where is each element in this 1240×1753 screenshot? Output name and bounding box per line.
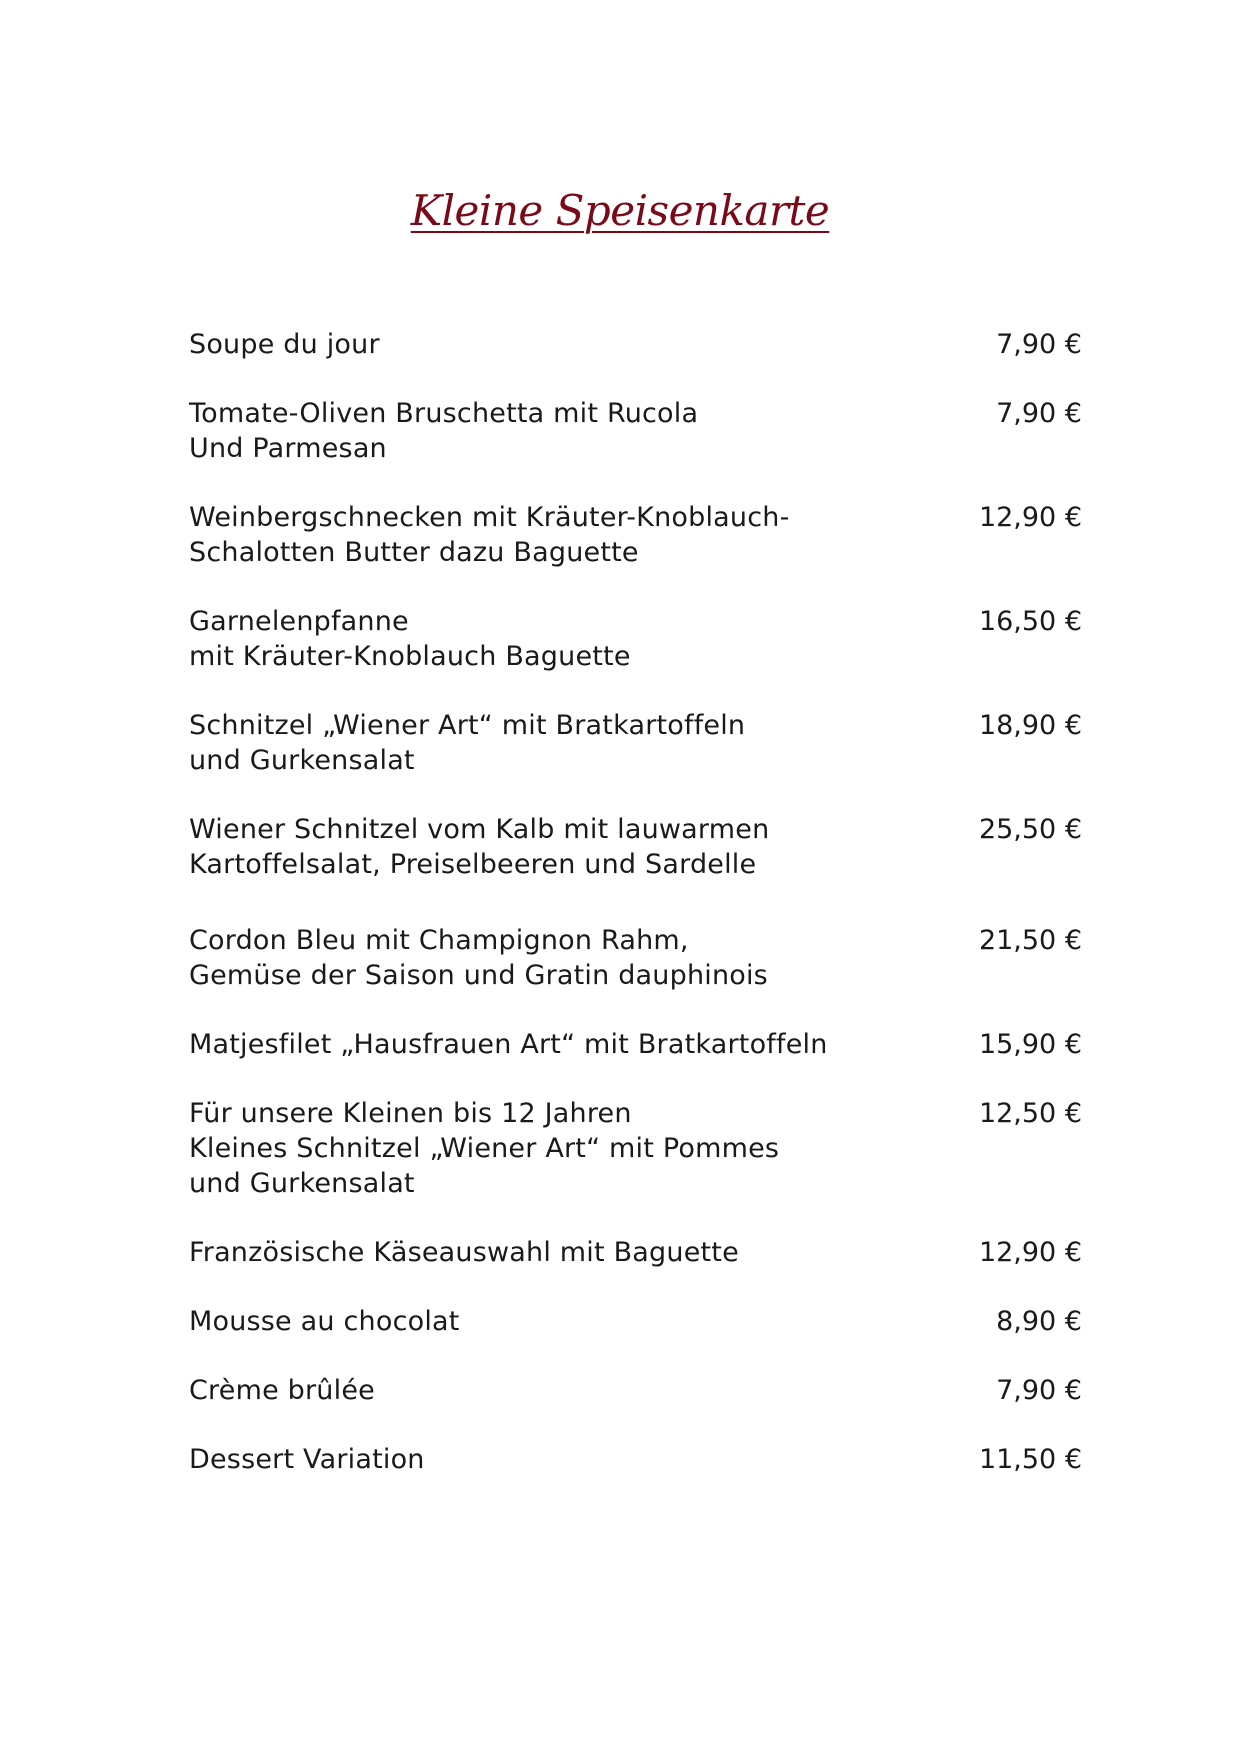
menu-item-description [189,327,869,362]
menu-item-line: Garnelenpfanne [189,606,409,637]
menu-item-line: Weinbergschnecken mit Kräuter-Knoblauch- [189,502,790,533]
menu-item-line: Soupe du jour [189,329,380,360]
menu-item-line: Kartoffelsalat, Preiselbeeren und Sardelle [189,849,757,880]
menu-item-line: Schalotten Butter dazu Baguette [189,537,639,568]
menu-item-price: 12,90 € [978,502,1082,533]
menu-item-line: Tomate-Oliven Bruschetta mit Rucola [189,398,699,429]
menu-item-description [189,500,869,570]
menu-item-line: und Gurkensalat [189,745,415,776]
menu-item-price: 12,90 € [978,1237,1082,1268]
menu-item-description [189,1096,869,1201]
menu-item-line: Französische Käseauswahl mit Baguette [189,1237,739,1268]
menu-item-line: Gemüse der Saison und Gratin dauphinois [189,960,768,991]
menu-item-price: 18,90 € [978,710,1082,741]
menu-title: Kleine Speisenkarte [410,186,830,235]
menu-item-line: Mousse au chocolat [189,1306,460,1337]
menu-item-price: 15,90 € [978,1029,1082,1060]
menu-item-line: Matjesfilet „Hausfrauen Art“ mit Bratkartoffeln [189,1029,828,1060]
menu-item-description [189,1442,869,1477]
menu-item-line: Kleines Schnitzel „Wiener Art“ mit Pommes [189,1133,780,1164]
menu-item-price: 7,90 € [996,398,1082,429]
menu-item-description [189,812,869,882]
menu-item-description [189,1027,869,1062]
menu-item-description [189,604,869,674]
menu-item-price: 16,50 € [978,606,1082,637]
menu-item-price: 7,90 € [996,1375,1082,1406]
menu-item-price: 12,50 € [978,1098,1082,1129]
menu-item-line: Und Parmesan [189,433,387,464]
menu-item-line: und Gurkensalat [189,1168,415,1199]
menu-item-price: 11,50 € [978,1444,1082,1475]
menu-item-line: Wiener Schnitzel vom Kalb mit lauwarmen [189,814,770,845]
menu-item-description [189,396,869,466]
menu-item-description [189,708,869,778]
menu-item-line: Schnitzel „Wiener Art“ mit Bratkartoffeln [189,710,746,741]
menu-item-price: 25,50 € [978,814,1082,845]
menu-item-description [189,1304,869,1339]
menu-item-description [189,923,869,993]
menu-item-line: Crème brûlée [189,1375,375,1406]
menu-item-line: mit Kräuter-Knoblauch Baguette [189,641,631,672]
menu-item-description [189,1373,869,1408]
menu-item-price: 21,50 € [978,925,1082,956]
menu-item-line: Cordon Bleu mit Champignon Rahm, [189,925,689,956]
menu-item-line: Für unsere Kleinen bis 12 Jahren [189,1098,632,1129]
menu-item-price: 7,90 € [996,329,1082,360]
menu-item-line: Dessert Variation [189,1444,425,1475]
menu-item-price: 8,90 € [996,1306,1082,1337]
menu-item-description [189,1235,869,1270]
